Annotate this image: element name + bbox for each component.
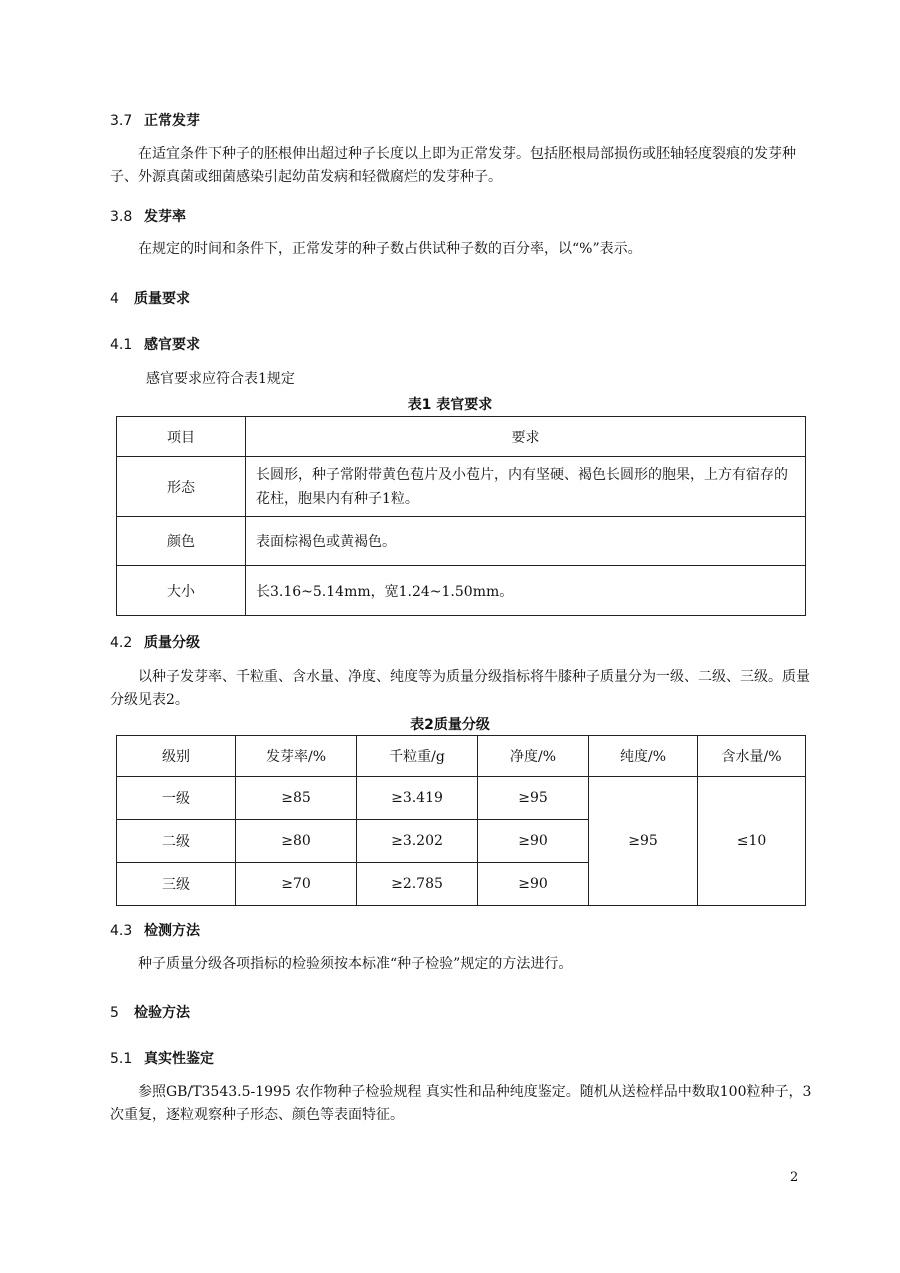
table-cell: ≥90 (478, 820, 589, 863)
section-number: 5.1 (110, 1051, 133, 1067)
section-number: 4 (110, 291, 119, 307)
section-4-1-heading (110, 334, 200, 354)
table-cell: 长3.16~5.14mm，宽1.24~1.50mm。 (246, 566, 806, 616)
table-cell: 三级 (117, 863, 236, 906)
table-cell: 形态 (117, 457, 246, 517)
table-cell: 长圆形，种子常附带黄色苞片及小苞片，内有坚硬、褐色长圆形的胞果，上方有宿存的花柱，胞果内有种子1粒。 (246, 457, 806, 517)
table-cell: ≥2.785 (357, 863, 478, 906)
table-cell: 一级 (117, 777, 236, 820)
section-3-8-heading (110, 206, 186, 226)
section-title: 质量要求 (134, 291, 190, 307)
table-header-row (117, 736, 806, 777)
section-4-1-body: 感官要求应符合表1规定 (146, 371, 295, 387)
table-header-cell: 级别 (117, 736, 236, 777)
section-title: 感官要求 (144, 337, 200, 353)
section-4-2-body: 以种子发芽率、千粒重、含水量、净度、纯度等为质量分级指标将牛膝种子质量分为一级、二级、三级。质量分级见表2。 (110, 669, 810, 708)
table-header-cell: 发芽率/% (236, 736, 357, 777)
section-3-8-body: 在规定的时间和条件下，正常发芽的种子数占供试种子数的百分率，以“%”表示。 (138, 241, 642, 257)
section-title: 检验方法 (134, 1005, 190, 1021)
section-number: 4.3 (110, 923, 133, 939)
table-row (117, 457, 806, 517)
section-4-2-heading (110, 632, 200, 652)
table-cell: 大小 (117, 566, 246, 616)
section-4-heading (110, 288, 190, 308)
table1-caption: 表1 表官要求 (407, 397, 493, 413)
section-number: 4.1 (110, 337, 133, 353)
table-cell: ≥3.419 (357, 777, 478, 820)
table-header-cell: 要求 (246, 417, 806, 457)
table-cell: 二级 (117, 820, 236, 863)
table-cell: 表面棕褐色或黄褐色。 (246, 517, 806, 566)
section-title: 发芽率 (144, 209, 186, 225)
table1 (116, 416, 806, 616)
table-row (117, 517, 806, 566)
section-5-heading (110, 1002, 190, 1022)
table-header-cell: 纯度/% (589, 736, 698, 777)
section-number: 5 (110, 1005, 119, 1021)
section-number: 3.8 (110, 209, 133, 225)
section-3-7-body: 在适宜条件下种子的胚根伸出超过种子长度以上即为正常发芽。包括胚根局部损伤或胚轴轻度裂痕的发芽种子、外源真菌或细菌感染引起幼苗发病和轻微腐烂的发芽种子。 (110, 146, 796, 185)
section-number: 4.2 (110, 635, 133, 651)
section-5-1-body: 参照GB/T3543.5-1995 农作物种子检验规程 真实性和品种纯度鉴定。随机从送检样品中数取100粒种子，3次重复，逐粒观察种子形态、颜色等表面特征。 (110, 1084, 812, 1123)
table-cell: ≥70 (236, 863, 357, 906)
table-header-cell: 净度/% (478, 736, 589, 777)
table-cell: 颜色 (117, 517, 246, 566)
section-title: 质量分级 (144, 635, 200, 651)
table-header-cell: 含水量/% (698, 736, 806, 777)
table-cell: ≥3.202 (357, 820, 478, 863)
table2 (116, 735, 806, 906)
table2-caption: 表2质量分级 (410, 717, 490, 733)
table-cell: ≥80 (236, 820, 357, 863)
table-header-cell: 千粒重/g (357, 736, 478, 777)
section-3-7-heading (110, 110, 200, 130)
section-number: 3.7 (110, 113, 133, 129)
moisture-cell: ≤10 (698, 777, 806, 906)
table-cell: ≥95 (478, 777, 589, 820)
purity-cell: ≥95 (589, 777, 698, 906)
table-row (117, 566, 806, 616)
table-header-row (117, 417, 806, 457)
table-header-cell: 项目 (117, 417, 246, 457)
section-4-3-heading (110, 920, 200, 940)
table-row (117, 777, 806, 820)
section-5-1-heading (110, 1048, 214, 1068)
table-cell: ≥85 (236, 777, 357, 820)
page-number: 2 (790, 1170, 799, 1185)
section-title: 真实性鉴定 (144, 1051, 214, 1067)
section-title: 检测方法 (144, 923, 200, 939)
section-title: 正常发芽 (144, 113, 200, 129)
section-4-3-body: 种子质量分级各项指标的检验须按本标准“种子检验”规定的方法进行。 (138, 956, 573, 972)
table-cell: ≥90 (478, 863, 589, 906)
